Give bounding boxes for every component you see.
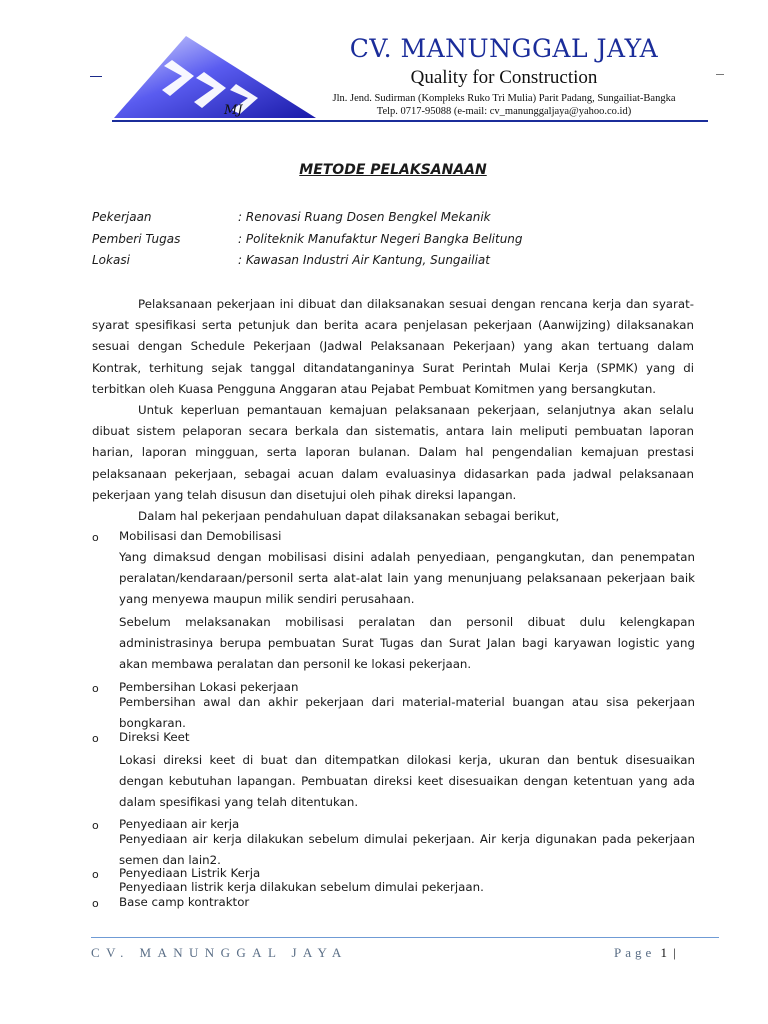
item-description: Yang dimaksud dengan mobilisasi disini adalah penyediaan, pengangkutan, dan penempatan peralatan/kendaraan/personil serta alat-alat lain yang menunjuang pelaksanaan pekerjaan baik yang menyewa maupun milik sendiri perusahaan. [119,550,695,607]
item-title: Mobilisasi dan Demobilisasi [119,529,282,543]
item-title: Penyediaan air kerja [119,817,240,831]
document-title: METODE PELAKSANAAN [299,162,487,178]
footer-page [614,945,676,961]
item-description: Sebelum melaksanakan mobilisasi peralatan dan personil dibuat dulu kelengkapan administrasinya berupa pembuatan Surat Tugas dan Surat Jalan bagi karyawan logistic yang akan membawa peralatan dan personil ke lokasi pekerjaan. [119,615,695,672]
page-label: Page [614,945,656,960]
info-row-lokasi [92,253,712,275]
header-left-mark [90,76,102,77]
info-label: Lokasi [92,253,130,267]
footer-company: CV. MANUNGGAL JAYA [91,945,348,960]
bullet-icon: o [92,868,99,881]
bullet-icon: o [92,819,99,832]
item-title: Direksi Keet [119,730,190,744]
footer-divider [91,937,719,938]
project-info [92,210,712,275]
company-address [318,92,690,118]
document-body [92,294,694,527]
info-value: : Politeknik Manufaktur Negeri Bangka Belitung [238,231,523,246]
body-paragraph: Untuk keperluan pemantauan kemajuan pelaksanaan pekerjaan, selanjutnya akan selalu dibuat sistem pelaporan secara berkala dan sistematis, antara lain meliputi pembuatan laporan harian, laporan mingguan, serta laporan bulanan. Dalam hal pengendalian kemajuan prestasi pelaksanaan pekerjaan, sebagai acuan dalam evaluasinya didasarkan pada jadwal pelaksanaan pekerjaan yang telah disusun dan disetujui oleh pihak direksi lapangan. [92,403,694,502]
item-description: Penyediaan air kerja dilakukan sebelum dimulai pekerjaan. Air kerja digunakan pada pekerjaan semen dan lain2. [119,832,695,868]
logo-triangle [114,36,316,118]
page-number: 1 [660,945,668,960]
bullet-icon: o [92,897,99,910]
logo-text: MJ [224,103,243,118]
info-value: : Kawasan Industri Air Kantung, Sungailiat [238,253,490,267]
info-label: Pekerjaan [92,210,152,224]
item-title: Penyediaan Listrik Kerja [119,866,261,880]
bullet-icon: o [92,682,99,695]
bullet-icon: o [92,732,99,745]
header-divider [112,120,708,122]
item-title: Base camp kontraktor [119,895,250,909]
bullet-icon: o [92,531,99,544]
header-right-mark [716,74,724,75]
body-paragraph: Dalam hal pekerjaan pendahuluan dapat dilaksanakan sebagai berikut, [138,509,560,524]
body-paragraph: Pelaksanaan pekerjaan ini dibuat dan dilaksanakan sesuai dengan rencana kerja dan syarat-syarat spesifikasi serta petunjuk dan berita acara penjelasan pekerjaan (Aanwijzing) dilaksanakan sesuai dengan Schedule Pekerjaan (Jadwal Pelaksanaan Pekerjaan) yang akan tertuang dalam Kontrak, terhitung sejak tanggal ditandatanganinya Surat Perintah Mulai Kerja (SPMK) yang di terbitkan oleh Kuasa Pengguna Anggaran atau Pejabat Pembuat Komitmen yang bersangkutan. [92,297,694,396]
contact-line: Telp. 0717-95088 (e-mail: cv_manunggaljaya@yahoo.co.id) [376,106,632,117]
company-logo [112,34,318,120]
info-label: Pemberi Tugas [92,231,181,246]
info-value: : Renovasi Ruang Dosen Bengkel Mekanik [238,210,491,224]
item-description: Lokasi direksi keet di buat dan ditempatkan dilokasi kerja, ukuran dan bentuk disesuaikan dengan kebutuhan lapangan. Pembuatan direksi keet disesuaikan dengan ketentuan yang ada dalam spesifikasi yang telah ditentukan. [119,753,695,810]
info-row-pekerjaan [92,210,712,232]
item-description: Pembersihan awal dan akhir pekerjaan dari material-material buangan atau sisa pekerjaan bongkaran. [119,695,695,731]
info-row-pemberi-tugas [92,232,712,254]
company-tagline: Quality for Construction [410,67,598,88]
item-title: Pembersihan Lokasi pekerjaan [119,680,299,694]
page-separator: | [673,945,676,960]
company-name: CV. MANUNGGAL JAYA [349,34,659,63]
item-description: Penyediaan listrik kerja dilakukan sebelum dimulai pekerjaan. [119,880,484,894]
address-line: Jln. Jend. Sudirman (Kompleks Ruko Tri Mulia) Parit Padang, Sungailiat-Bangka [332,93,676,104]
